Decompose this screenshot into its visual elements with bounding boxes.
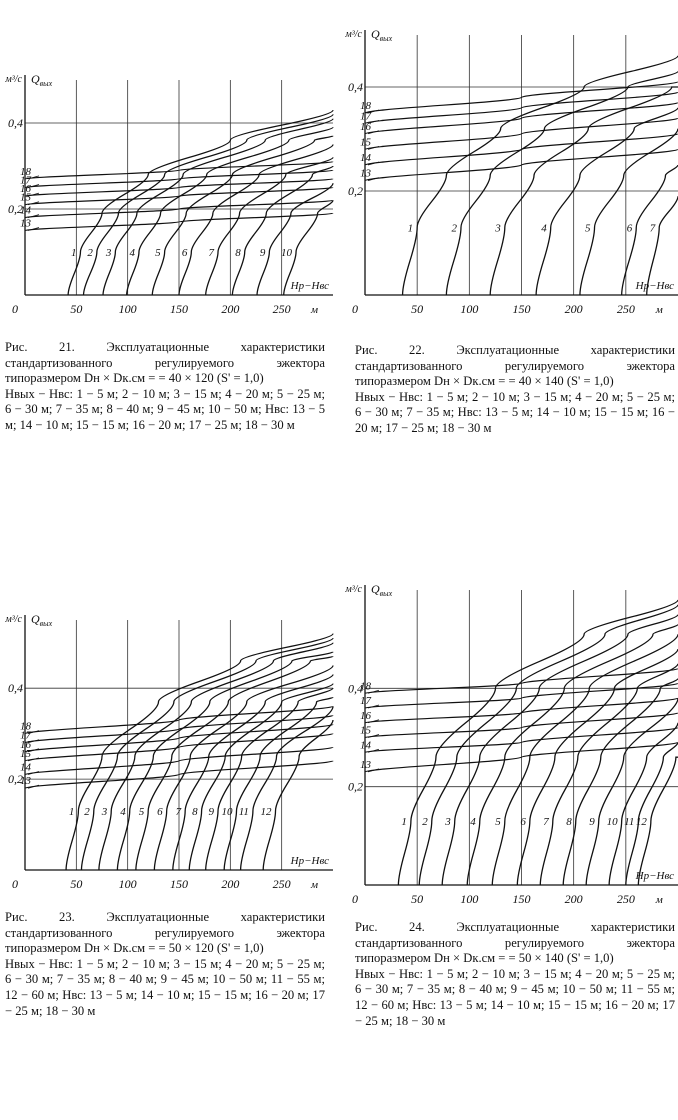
x-tick-label: 100: [460, 892, 479, 906]
x-tick-label: 250: [616, 302, 635, 316]
caption-title: Рис. 21. Эксплуатационные характеристики стандартизованного регулируемого эжектора типоразмером Dн × Dк.см = = 40 × 120 (S' = 1,0): [5, 340, 325, 386]
y-tick-label: 0,2: [348, 779, 363, 794]
x-tick-label: 200: [221, 877, 240, 891]
series-label-3: 3: [495, 222, 501, 235]
series-line-9: [257, 183, 333, 295]
x-tick-label: 50: [411, 892, 424, 906]
series-label-1: 1: [401, 816, 407, 829]
series-label-18: 18: [20, 720, 31, 733]
series-label-6: 6: [520, 816, 526, 829]
series-label-13: 13: [360, 167, 371, 180]
y-unit-label: м³/с: [5, 74, 22, 85]
x-tick-label: 0: [352, 302, 358, 316]
caption-title: Рис. 23. Эксплуатационные характеристики стандартизованного регулируемого эжектора типоразмером Dн × Dк.см = = 50 × 120 (S' = 1,0): [5, 910, 325, 956]
series-label-2: 2: [451, 222, 457, 235]
series-label-15: 15: [360, 724, 371, 737]
series-label-9: 9: [259, 247, 266, 259]
x-tick-label: 150: [512, 302, 531, 316]
y-axis-label-sub: вых: [39, 79, 53, 88]
x-tick-label: 150: [170, 877, 188, 891]
series-line-6: [154, 665, 333, 870]
series-label-7: 7: [543, 816, 549, 829]
series-label-3: 3: [105, 247, 112, 259]
series-label-17: 17: [20, 174, 31, 187]
series-label-14: 14: [360, 739, 371, 752]
series-label-15: 15: [360, 136, 371, 149]
caption-legend: Hвых − Hвс: 1 − 5 м; 2 − 10 м; 3 − 15 м; 4 − 20 м; 5 − 25 м; 6 − 30 м; 7 − 35 м; 8 − 40 м; 9 − 45 м; 10 − 50 м; 11 − 55 м; 12 − 60 м; Hвс: 13 − 5 м; 14 − 10 м; 15 − 15 м; 16 − 20 м; 17 − 25 м; 18 − 30 м: [5, 956, 325, 1018]
series-label-10: 10: [281, 247, 293, 259]
y-tick-label: 0,4: [348, 681, 363, 696]
y-tick-label: 0,4: [348, 80, 363, 94]
x-tick-label: 150: [512, 892, 531, 906]
series-label-5: 5: [138, 805, 145, 818]
y-axis-label: $Q_{вых}$: [31, 72, 53, 88]
caption-title: Рис. 24. Эксплуатационные характеристики стандартизованного регулируемого эжектора типоразмером Dн × Dк.см = = 50 × 140 (S' = 1,0): [355, 920, 675, 966]
series-line-1: [403, 56, 678, 295]
series-line-2: [84, 114, 333, 295]
y-axis-label-sub: вых: [379, 34, 393, 43]
y-unit-label: м³/с: [345, 584, 362, 595]
series-label-7: 7: [649, 222, 656, 235]
x-tick-label: 250: [272, 302, 291, 316]
series-label-3: 3: [101, 805, 108, 818]
series-label-8: 8: [192, 805, 198, 818]
x-unit-label: м: [655, 304, 663, 316]
x-axis-label: Hр−Hвс: [290, 280, 329, 292]
chart-fig23: [0, 580, 340, 905]
series-label-14: 14: [20, 204, 31, 217]
series-label-18: 18: [20, 165, 31, 178]
series-line-3: [442, 615, 678, 885]
series-label-12: 12: [635, 816, 647, 829]
x-tick-label: 250: [272, 877, 291, 891]
y-axis-label-sub: вых: [379, 589, 393, 598]
series-label-8: 8: [235, 247, 241, 259]
series-label-6: 6: [181, 247, 188, 259]
series-line-2: [81, 638, 333, 870]
caption-fig21: [5, 340, 325, 434]
y-axis-label-sub: вых: [39, 619, 53, 628]
chart-fig24: [340, 555, 678, 905]
x-axis-label: Hр−Hвс: [635, 280, 674, 292]
y-tick-label: 0,4: [8, 116, 23, 130]
x-tick-label: 100: [460, 302, 479, 316]
caption-legend: Hвых − Hвс: 1 − 5 м; 2 − 10 м; 3 − 15 м; 4 − 20 м; 5 − 25 м; 6 − 30 м; 7 − 35 м; Hвс: 13 − 5 м; 14 − 10 м; 15 − 15 м; 16 − 20 м; 17 − 25 м; 18 − 30 м: [355, 389, 675, 435]
series-label-13: 13: [360, 758, 371, 771]
x-axis-label: Hр−Hвс: [635, 870, 674, 882]
series-line-12: [260, 720, 333, 870]
series-label-5: 5: [585, 222, 591, 235]
caption-fig22: [355, 343, 675, 437]
x-tick-label: 200: [221, 302, 240, 316]
x-tick-label: 250: [616, 892, 635, 906]
x-tick-label: 150: [170, 302, 188, 316]
caption-title: Рис. 22. Эксплуатационные характеристики стандартизованного регулируемого эжектора типоразмером Dн × Dк.см = = 40 × 140 (S' = 1,0): [355, 343, 675, 389]
x-tick-label: 50: [70, 877, 83, 891]
series-label-11: 11: [238, 805, 249, 818]
series-label-4: 4: [129, 247, 135, 259]
y-axis-label: $Q_{вых}$: [371, 27, 393, 43]
y-axis-label: $Q_{вых}$: [371, 582, 393, 598]
series-label-7: 7: [175, 805, 182, 818]
y-axis-label: $Q_{вых}$: [31, 612, 53, 628]
grid: [365, 590, 678, 885]
series-label-1: 1: [68, 805, 75, 818]
series-label-6: 6: [626, 222, 633, 235]
x-tick-label: 50: [70, 302, 83, 316]
x-unit-label: м: [311, 879, 319, 891]
series-label-10: 10: [606, 816, 618, 829]
series-label-8: 8: [566, 816, 572, 829]
y-unit-label: м³/с: [345, 29, 362, 40]
series-line-7: [206, 157, 333, 295]
series-label-14: 14: [20, 761, 31, 774]
series-label-3: 3: [445, 816, 451, 829]
x-unit-label: м: [655, 894, 663, 906]
series-label-16: 16: [20, 738, 31, 751]
series-label-13: 13: [20, 217, 31, 230]
series-label-15: 15: [20, 191, 31, 204]
y-tick-label: 0,2: [8, 772, 23, 787]
y-unit-label: м³/с: [5, 614, 22, 625]
series-label-1: 1: [407, 222, 414, 235]
series-label-16: 16: [20, 183, 31, 196]
x-tick-label: 50: [411, 302, 424, 316]
x-unit-label: м: [311, 304, 319, 316]
caption-fig23: [5, 910, 325, 1019]
caption-legend: Hвых − Hвс: 1 − 5 м; 2 − 10 м; 3 − 15 м; 4 − 20 м; 5 − 25 м; 6 − 30 м; 7 − 35 м; 8 − 40 м; 9 − 45 м; 10 − 50 м; Hвс: 13 − 5 м; 14 − 10 м; 15 − 15 м; 16 − 20 м; 17 − 25 м; 18 − 30 м: [5, 386, 325, 432]
y-tick-label: 0,2: [348, 184, 363, 198]
y-tick-label: 0,4: [8, 681, 23, 696]
x-tick-label: 0: [352, 892, 358, 906]
series-label-17: 17: [20, 729, 31, 742]
series-label-17: 17: [360, 110, 371, 123]
series-label-16: 16: [360, 120, 371, 133]
series-label-15: 15: [20, 747, 31, 760]
series-line-5: [580, 129, 678, 295]
series-label-2: 2: [87, 247, 93, 259]
x-tick-label: 100: [118, 302, 137, 316]
x-tick-label: 0: [12, 302, 18, 316]
x-tick-label: 0: [12, 877, 18, 891]
series-line-8: [563, 679, 678, 886]
x-axis-label: Hр−Hвс: [290, 855, 329, 867]
series-label-9: 9: [208, 805, 215, 818]
series-label-5: 5: [495, 816, 501, 829]
x-tick-label: 200: [564, 892, 583, 906]
series-label-11: 11: [624, 816, 635, 829]
series-label-5: 5: [155, 247, 161, 259]
series-label-14: 14: [360, 152, 371, 164]
series-label-13: 13: [20, 775, 31, 788]
y-tick-label: 0,2: [8, 202, 23, 216]
series-label-2: 2: [84, 805, 90, 818]
series-label-18: 18: [360, 680, 371, 693]
series-label-6: 6: [157, 805, 163, 818]
chart-fig22: [340, 0, 678, 330]
caption-fig24: [355, 920, 675, 1029]
x-tick-label: 200: [564, 302, 583, 316]
series-line-4: [536, 108, 678, 295]
caption-legend: Hвых − Hвс: 1 − 5 м; 2 − 10 м; 3 − 15 м; 4 − 20 м; 5 − 25 м; 6 − 30 м; 7 − 35 м; 8 − 40 м; 9 − 45 м; 10 − 50 м; 11 − 55 м; 12 − 60 м; Hвс: 13 − 5 м; 14 − 10 м; 15 − 15 м; 16 − 20 м; 17 − 25 м; 18 − 30 м: [355, 966, 675, 1028]
series-label-17: 17: [360, 695, 371, 707]
series-line-2: [446, 71, 678, 295]
series-label-12: 12: [260, 805, 272, 818]
series-label-10: 10: [221, 805, 233, 818]
series-label-4: 4: [541, 222, 547, 235]
chart-fig21: [0, 60, 340, 330]
series-label-4: 4: [470, 816, 476, 829]
series-label-9: 9: [589, 816, 595, 829]
series-label-2: 2: [422, 816, 428, 829]
series-label-4: 4: [120, 805, 126, 818]
series-label-7: 7: [208, 247, 215, 259]
x-tick-label: 100: [118, 877, 137, 891]
series-line-8: [232, 166, 333, 295]
series-label-18: 18: [360, 100, 371, 112]
series-label-16: 16: [360, 709, 371, 722]
series-label-1: 1: [70, 247, 77, 259]
